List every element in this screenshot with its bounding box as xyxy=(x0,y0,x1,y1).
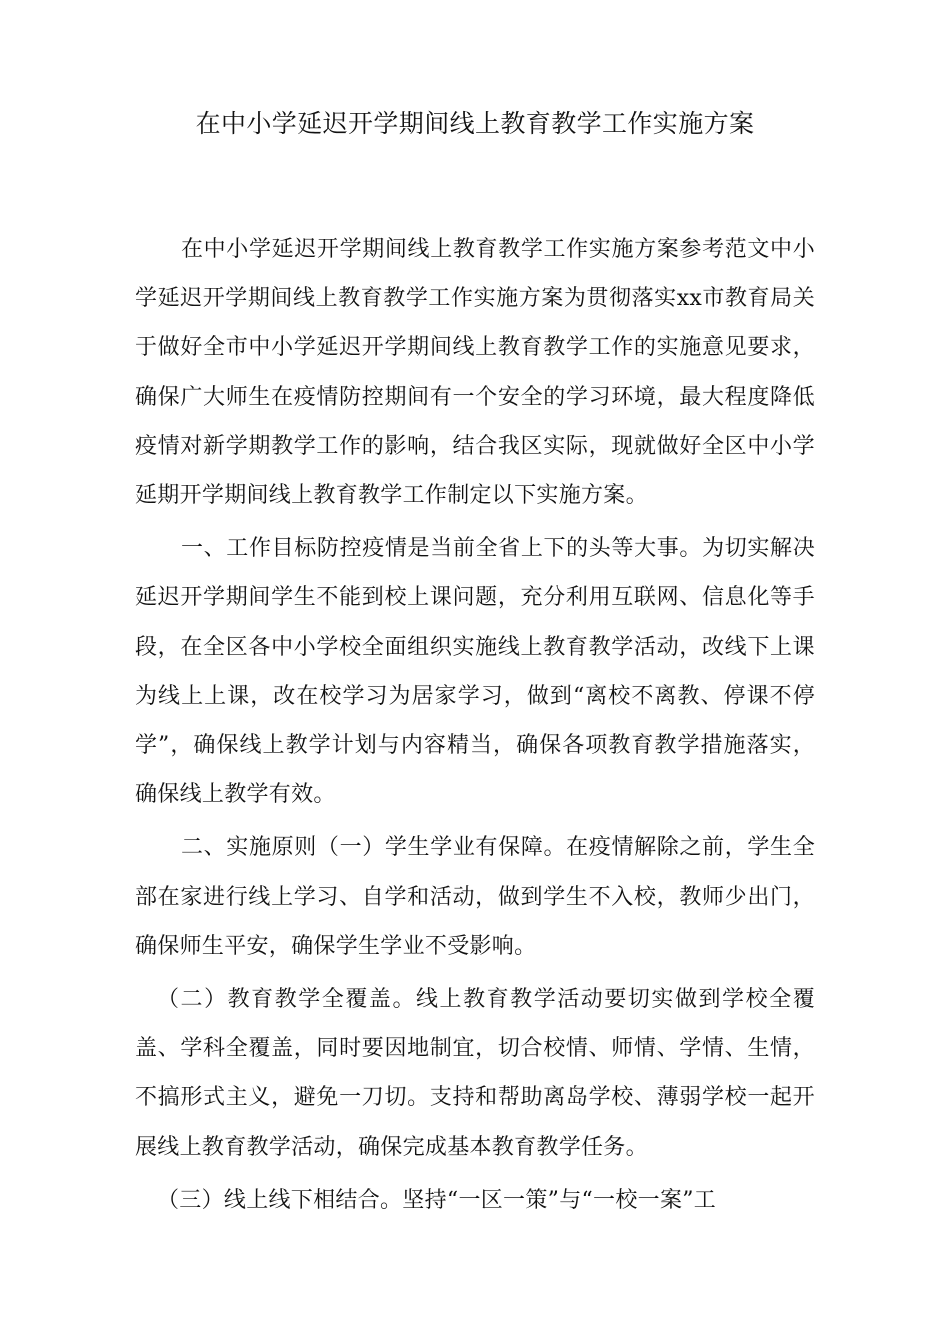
paragraph-principles: 二、实施原则（一）学生学业有保障。在疫情解除之前，学生全部在家进行线上学习、自学和活动，做到学生不入校，教师少出门，确保师生平安，确保学生学业不受影响。 xyxy=(135,835,815,959)
paragraph-intro: 在中小学延迟开学期间线上教育教学工作实施方案参考范文中小学延迟开学期间线上教育教学工作实施方案为贯彻落实xx市教育局关于做好全市中小学延迟开学期间线上教育教学工作的实施意见要求，确保广大师生在疫情防控期间有一个安全的学习环境，最大程度降低疫情对新学期教学工作的影响，结合我区实际，现就做好全区中小学延期开学期间线上教育教学工作制定以下实施方案。 xyxy=(135,237,815,509)
paragraph-goals: 一、工作目标防控疫情是当前全省上下的头等大事。为切实解决延迟开学期间学生不能到校上课问题，充分利用互联网、信息化等手段，在全区各中小学校全面组织实施线上教育教学活动，改线下上课为线上上课，改在校学习为居家学习，做到“离校不离教、停课不停学”，确保线上教学计划与内容精当，确保各项教育教学措施落实，确保线上教学有效。 xyxy=(135,536,815,808)
paragraph-coverage: （二）教育教学全覆盖。线上教育教学活动要切实做到学校全覆盖、学科全覆盖，同时要因地制宜，切合校情、师情、学情、生情，不搞形式主义，避免一刀切。支持和帮助离岛学校、薄弱学校一起开展线上教育教学活动，确保完成基本教育教学任务。 xyxy=(135,987,815,1160)
paragraph-online-offline: （三）线上线下相结合。坚持“一区一策”与“一校一案”工 xyxy=(157,1187,717,1213)
document-body xyxy=(135,225,815,1225)
document-title: 在中小学延迟开学期间线上教育教学工作实施方案 xyxy=(195,109,755,138)
